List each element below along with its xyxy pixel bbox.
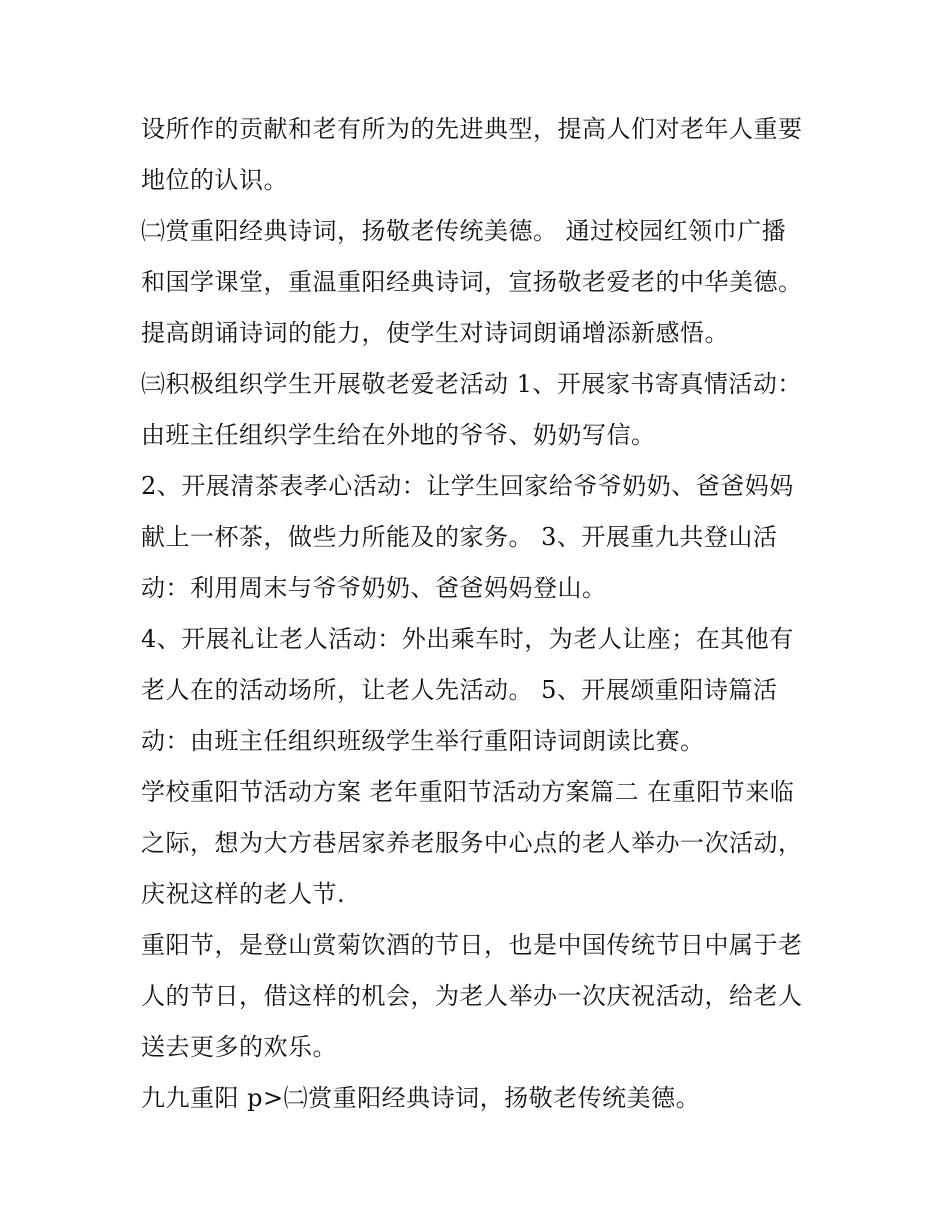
text-line-3: ㈡赏重阳经典诗词，扬敬老传统美德。 通过校园红领巾广播 bbox=[141, 217, 787, 245]
text-line-2: 地位的认识。 bbox=[141, 166, 288, 194]
text-line-1: 设所作的贡献和老有所为的先进典型，提高人们对老年人重要 bbox=[141, 115, 803, 143]
text-line-19: 送去更多的欢乐。 bbox=[141, 1033, 337, 1061]
text-line-6: ㈢积极组织学生开展敬老爱老活动 1、开展家书寄真情活动： bbox=[141, 370, 802, 398]
text-line-18: 人的节日，借这样的机会，为老人举办一次庆祝活动，给老人 bbox=[141, 982, 803, 1010]
text-line-5: 提高朗诵诗词的能力，使学生对诗词朗诵增添新感悟。 bbox=[141, 319, 729, 347]
text-line-14: 学校重阳节活动方案 老年重阳节活动方案篇二 在重阳节来临 bbox=[141, 778, 795, 806]
text-line-16: 庆祝这样的老人节. bbox=[141, 880, 346, 908]
text-line-20: 九九重阳 p>㈡赏重阳经典诗词，扬敬老传统美德。 bbox=[141, 1084, 701, 1112]
text-line-13: 动：由班主任组织班级学生举行重阳诗词朗读比赛。 bbox=[141, 727, 705, 755]
text-line-17: 重阳节，是登山赏菊饮酒的节日，也是中国传统节日中属于老 bbox=[141, 931, 803, 959]
text-line-11: 4、开展礼让老人活动：外出乘车时，为老人让座；在其他有 bbox=[141, 625, 794, 653]
text-line-15: 之际，想为大方巷居家养老服务中心点的老人举办一次活动， bbox=[141, 829, 803, 857]
text-line-12: 老人在的活动场所，让老人先活动。 5、开展颂重阳诗篇活 bbox=[141, 676, 778, 704]
text-line-10: 动：利用周末与爷爷奶奶、爸爸妈妈登山。 bbox=[141, 574, 607, 602]
document-body bbox=[141, 104, 831, 1124]
text-line-9: 献上一杯茶，做些力所能及的家务。 3、开展重九共登山活 bbox=[141, 523, 778, 551]
text-line-7: 由班主任组织学生给在外地的爷爷、奶奶写信。 bbox=[141, 421, 656, 449]
text-line-4: 和国学课堂，重温重阳经典诗词，宣扬敬老爱老的中华美德。 bbox=[141, 268, 803, 296]
text-line-8: 2、开展清茶表孝心活动：让学生回家给爷爷奶奶、爸爸妈妈 bbox=[141, 472, 794, 500]
